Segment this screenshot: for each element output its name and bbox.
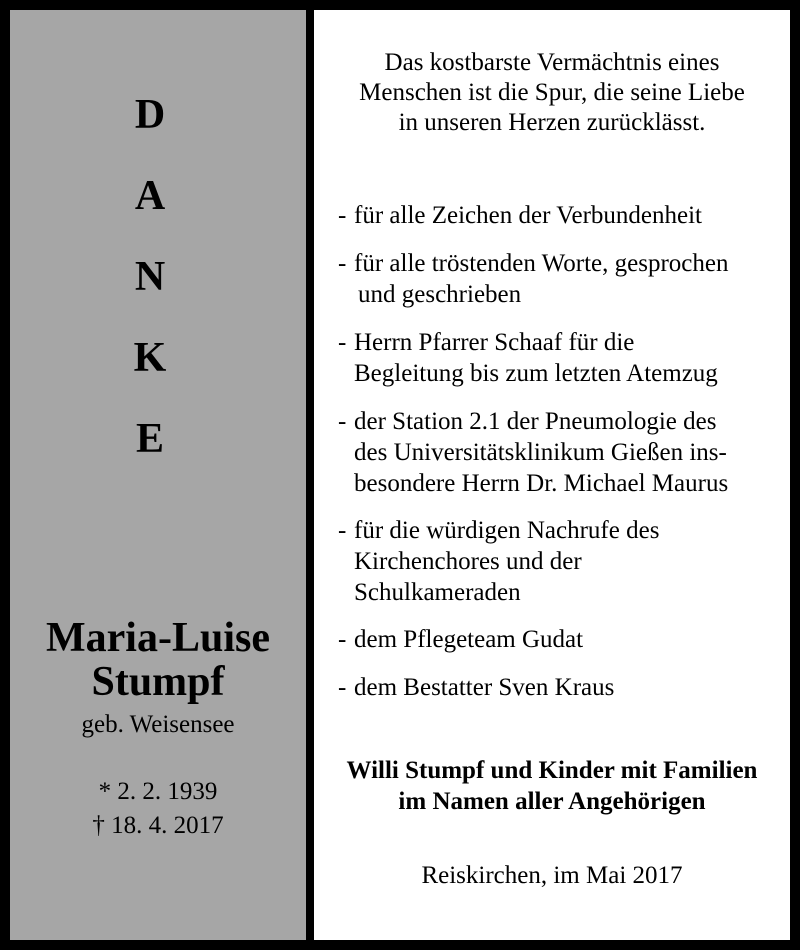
quote-line: Menschen ist die Spur, die seine Liebe (359, 79, 745, 106)
danke-letter: K (133, 335, 167, 381)
left-panel (10, 10, 306, 940)
thanks-line: der Station 2.1 der Pneumologie des (354, 408, 717, 435)
signature (314, 755, 790, 817)
signature-line: im Namen aller Angehörigen (398, 788, 706, 815)
list-dash: - (338, 408, 347, 435)
thanks-line: Schulkameraden (354, 579, 521, 606)
signature-line: Willi Stumpf und Kinder mit Familien (346, 757, 758, 784)
thanks-line: besondere Herrn Dr. Michael Maurus (354, 470, 729, 497)
list-dash: - (338, 517, 347, 544)
panel-divider (306, 10, 314, 940)
deceased-name-last: Stumpf (91, 659, 225, 705)
thanks-line: Herrn Pfarrer Schaaf für die (354, 329, 635, 356)
thanks-line: des Universitätsklinikum Gießen ins- (354, 439, 727, 466)
thanks-item (338, 672, 778, 703)
quote-line: Das kostbarste Vermächtnis eines (384, 49, 720, 76)
thanks-line: für die würdigen Nachrufe des (354, 517, 660, 544)
danke-letter: E (135, 416, 164, 462)
thanks-item (338, 248, 778, 310)
thanks-line: Kirchenchores und der (354, 548, 582, 575)
thanks-item (338, 327, 778, 389)
thanks-line: dem Pflegeteam Gudat (354, 626, 584, 653)
danke-letter: D (134, 92, 166, 138)
birth-name: geb. Weisensee (81, 711, 235, 738)
thanks-line: Begleitung bis zum letzten Atemzug (354, 360, 718, 387)
list-dash: - (338, 626, 347, 653)
thanks-line: für alle tröstenden Worte, gesprochen (354, 250, 729, 277)
thanks-line: für alle Zeichen der Verbundenheit (354, 202, 702, 229)
list-dash: - (338, 674, 347, 701)
thanks-item (338, 200, 778, 231)
right-panel (314, 10, 790, 940)
thanks-item (338, 624, 778, 655)
danke-letter: A (134, 173, 166, 219)
death-date: † 18. 4. 2017 (92, 812, 224, 839)
deceased-name-first: Maria-Luise (46, 615, 270, 661)
quote-line: in unseren Herzen zurücklässt. (398, 109, 706, 136)
thanks-line: dem Bestatter Sven Kraus (354, 674, 615, 701)
thanks-item (338, 406, 778, 499)
list-dash: - (338, 250, 347, 277)
birth-date: * 2. 2. 1939 (98, 778, 218, 805)
memorial-quote (314, 48, 790, 138)
thanks-line: und geschrieben (358, 281, 522, 308)
list-dash: - (338, 202, 347, 229)
place-date: Reiskirchen, im Mai 2017 (421, 862, 683, 889)
thanks-item (338, 515, 778, 608)
list-dash: - (338, 329, 347, 356)
danke-letter: N (134, 254, 166, 300)
